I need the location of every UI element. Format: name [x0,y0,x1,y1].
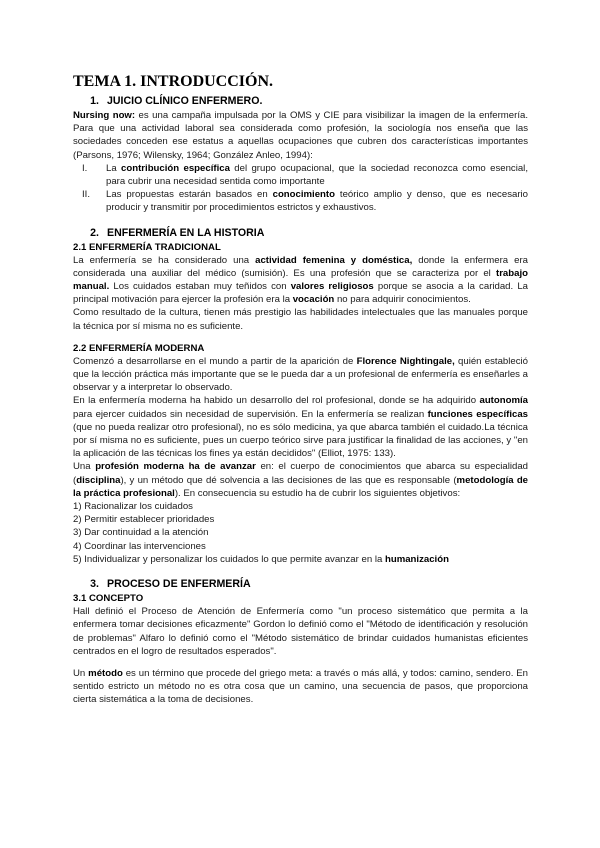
list-item: 5) Individualizar y personalizar los cuidados lo que permite avanzar en la humanización [73,553,449,565]
paragraph-concepto-1: Hall definió el Proceso de Atención de Enfermería como "un proceso sistemático que permita a la enfermera tomar decisiones eficazmente" Gordon lo definió como el "Método de identificación y resolución de problemas" Alfaro lo definió como el "Método sistemático de brindar cuidados humanistas eficientes centrados en el logro de resultados esperados". [73,606,528,657]
paragraph-tradicional-1: La enfermería se ha considerado una actividad femenina y doméstica, donde la enfermera era considerada una auxiliar del médico (sumisión). Es una profesión que se caracteriza por el trabajo manual. Los cuidados estaban muy teñidos con valores religiosos porque se asocia a la caridad. La principal motivación para ejercer la profesión era la vocación no para adquirir conocimientos. [73,254,528,306]
paragraph-moderna-1: Comenzó a desarrollarse en el mundo a partir de la aparición de Florence Nightingale, quién estableció que la lección práctica más importante que se le pueda dar a un profesional de enfermería es enseñarles a observar y a interpretar lo observado. [73,355,528,394]
roman-list-item: II. Las propuestas estarán basados en conocimiento teórico amplio y denso, que es necesario producir y transmitir por procedimientos estrictos y exhaustivos. [82,189,528,214]
roman-list-item: I. La contribución específica del grupo ocupacional, que la sociedad reconozca como esencial, para cubrir una necesidad sentida como importante [82,162,528,188]
paragraph-nursing-now: Nursing now: es una campaña impulsada por la OMS y CIE para visibilizar la imagen de la enfermería. Para que una actividad laboral sea considerada como profesión, la sociología nos enseña que las sociedades conceden ese estatus a aquellas ocupaciones que cubren dos características importantes (Parsons, 1976; Wilensky, 1964; González Anleo, 1994): [73,110,528,161]
document-page [73,72,528,707]
subsection-heading-2-1: 2.1 ENFERMERÍA TRADICIONAL [73,241,221,253]
section-heading-2: 2. ENFERMERÍA EN LA HISTORIA [90,226,265,239]
section-heading-3: 3. PROCESO DE ENFERMERÍA [90,578,251,591]
page-title: TEMA 1. INTRODUCCIÓN. [73,73,274,90]
list-item: 2) Permitir establecer prioridades [73,514,215,526]
list-item: 3) Dar continuidad a la atención [73,527,209,539]
list-item: 4) Coordinar las intervenciones [73,540,206,552]
paragraph-tradicional-2: Como resultado de la cultura, tienen más prestigio las habilidades intelectuales que las manuales porque la técnica por sí misma no es suficiente. [73,307,528,332]
paragraph-moderna-3: Una profesión moderna ha de avanzar en: el cuerpo de conocimientos que abarca su especialidad (disciplina), y un método que dé solvencia a las decisiones de las que es responsable (metodología de la práctica profesional). En consecuencia su estudio ha de cubrir los siguientes objetivos: [73,461,529,499]
subsection-heading-2-2: 2.2 ENFERMERÍA MODERNA [73,342,205,354]
paragraph-concepto-2: Un método es un término que procede del griego meta: a través o más allá, y todos: camino, sendero. En sentido estricto un método no es otra cosa que un camino, una secuencia de pasos, que proporciona cierta sistemática a la toma de decisiones. [73,667,528,706]
paragraph-moderna-2: En la enfermería moderna ha habido un desarrollo del rol profesional, donde se ha adquirido autonomía para ejercer cuidados sin necesidad de supervisión. En la enfermería se realizan funciones específicas (que no pueda realizar otro profesional), no es sólo medicina, ya que abarca también el cuidado.La técnica por sí misma no es suficiente, pues un cuerpo teórico sirve para justificar la finalidad de las acciones, y "en la aplicación de las técnicas los fines ya están decididos" (Elliot, 1975: 133). [73,395,528,460]
section-heading-1: 1. JUICIO CLÍNICO ENFERMERO. [90,95,263,107]
subsection-heading-3-1: 3.1 CONCEPTO [73,593,144,605]
list-item: 1) Racionalizar los cuidados [73,501,193,513]
